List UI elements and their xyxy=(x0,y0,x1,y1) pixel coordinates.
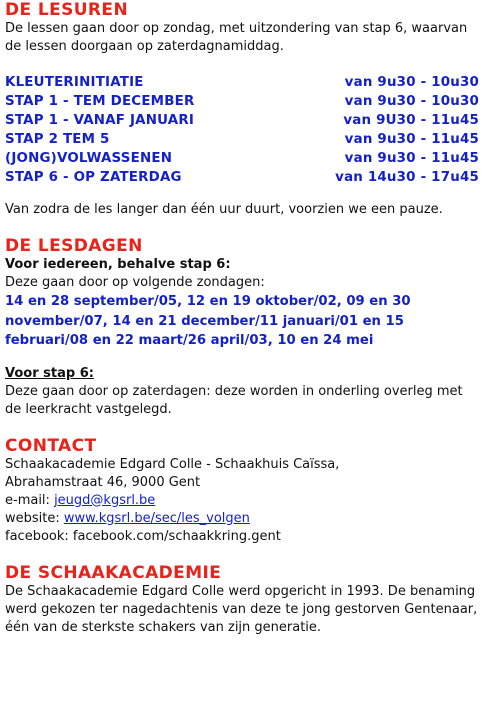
schedule-time: van 14u30 - 17u45 xyxy=(335,170,479,185)
group2-text: Deze gaan door op zaterdagen: deze worden in onderling overleg met de leerkracht vastgelegd. xyxy=(5,383,463,417)
schedule-label: STAP 6 - OP ZATERDAG xyxy=(5,170,182,185)
email-line xyxy=(5,492,479,510)
schedule-time: van 9u30 - 10u30 xyxy=(344,75,479,90)
website-line xyxy=(5,510,479,528)
pause-note: Van zodra de les langer dan één uur duurt, voorzien we een pauze. xyxy=(5,202,443,217)
schedule-row xyxy=(5,168,479,187)
schedule-time: van 9u30 - 10u30 xyxy=(344,94,479,109)
schedule-label: STAP 1 - VANAF JANUARI xyxy=(5,113,195,128)
document-page xyxy=(5,0,479,637)
schaakacademie-text: De Schaakacademie Edgard Colle werd opgericht in 1993. De benaming werd gekozen ter nagedachtenis van deze te jong gestorven Gentenaar, één van de sterkste schakers van zijn generatie. xyxy=(5,583,478,635)
schedule-time: van 9u30 - 11u45 xyxy=(344,132,479,147)
schedule-row xyxy=(5,111,479,130)
contact-heading: CONTACT xyxy=(5,435,97,456)
website-label: website: xyxy=(5,510,64,526)
schedule-label: STAP 1 - TEM DECEMBER xyxy=(5,94,195,109)
website-link[interactable]: www.kgsrl.be/sec/les_volgen xyxy=(63,510,250,526)
schedule-row xyxy=(5,130,479,149)
email-link[interactable]: jeugd@kgsrl.be xyxy=(54,492,156,508)
schedule-row xyxy=(5,149,479,168)
group1-text: Deze gaan door op volgende zondagen: xyxy=(5,275,265,290)
schaakacademie-heading: DE SCHAAKACADEMIE xyxy=(5,562,222,583)
lesuren-intro: De lessen gaan door op zondag, met uitzondering van stap 6, waarvan de lessen doorgaan op zaterdagnamiddag. xyxy=(5,21,468,54)
sunday-dates: 14 en 28 september/05, 12 en 19 oktober/02, 09 en 30 november/07, 14 en 21 december/11 januari/01 en 15 februari/08 en 22 maart/26 april/03, 10 en 24 mei xyxy=(5,294,411,348)
schedule-time: van 9U30 - 11u45 xyxy=(343,113,479,128)
schedule-row xyxy=(5,73,479,92)
schedule-label: (JONG)VOLWASSENEN xyxy=(5,151,173,166)
schedule-label: STAP 2 TEM 5 xyxy=(5,132,110,147)
facebook-line: facebook: facebook.com/schaakkring.gent xyxy=(5,528,281,544)
schedule-row xyxy=(5,92,479,111)
address-line-1: Schaakacademie Edgard Colle - Schaakhuis Caïssa, xyxy=(5,456,340,472)
lesdagen-heading: DE LESDAGEN xyxy=(5,236,143,256)
email-label: e-mail: xyxy=(5,492,55,508)
schedule-time: van 9u30 - 11u45 xyxy=(344,151,479,166)
schedule-list xyxy=(5,73,479,187)
group1-heading: Voor iedereen, behalve stap 6: xyxy=(5,257,231,272)
lesuren-heading: DE LESUREN xyxy=(5,0,129,20)
address-line-2: Abrahamstraat 46, 9000 Gent xyxy=(5,474,201,490)
schedule-label: KLEUTERINITIATIE xyxy=(5,75,144,90)
group2-heading: Voor stap 6: xyxy=(5,365,94,381)
